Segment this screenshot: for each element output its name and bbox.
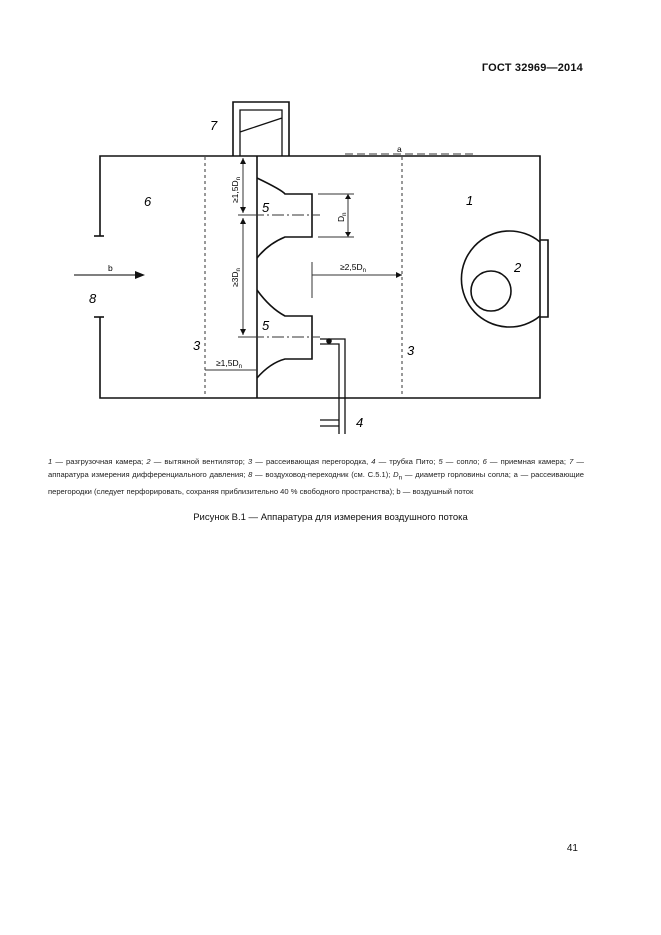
label-7: 7 <box>210 118 218 133</box>
dim-dn: $D_n$ <box>336 212 348 222</box>
figure-caption: Рисунок В.1 — Аппаратура для измерения воздушного потока <box>193 512 468 523</box>
label-a: a <box>397 144 402 154</box>
label-6: 6 <box>144 194 152 209</box>
dim-right-25dn: $\ge 2,5D_n$ <box>340 262 366 274</box>
label-2: 2 <box>514 260 522 275</box>
label-5-upper: 5 <box>262 200 270 215</box>
label-1: 1 <box>466 193 474 208</box>
standard-header: ГОСТ 32969—2014 <box>481 62 583 74</box>
nozzle-lower <box>257 290 312 378</box>
dim-top-15dn: $\ge 1,5D_n$ <box>230 177 242 203</box>
label-b: b <box>108 263 113 273</box>
label-4: 4 <box>356 415 364 430</box>
manometer-inner <box>240 110 282 156</box>
nozzle-upper <box>257 178 312 258</box>
label-3-left: 3 <box>193 338 201 353</box>
apparatus-figure <box>0 0 661 450</box>
chamber-outline <box>100 156 540 398</box>
label-3-right: 3 <box>407 343 415 358</box>
figure-legend: 1 — разгрузочная камера; 2 — вытяжной вентилятор; 3 — рассеивающая перегородка, 4 — трубка Пито; 5 — сопло; 6 — приемная камера; 7 — аппаратура измерения дифференциального давления; 8 — воздуховод-переходник (см. С.5.1); $D_n$ — диаметр горловины сопла; a — рассеивающие перегородки (следует перфорировать, сохраняя приблизительно 40 % свободного пространства); b — воздушный поток <box>48 457 584 496</box>
label-5-lower: 5 <box>262 318 270 333</box>
fan-hub <box>471 271 511 311</box>
dim-left-15dn: $\ge 1,5D_n$ <box>216 358 242 370</box>
page-number: 41 <box>566 843 578 854</box>
label-8: 8 <box>89 291 97 306</box>
dim-3dn: $\ge 3D_n$ <box>230 268 242 287</box>
